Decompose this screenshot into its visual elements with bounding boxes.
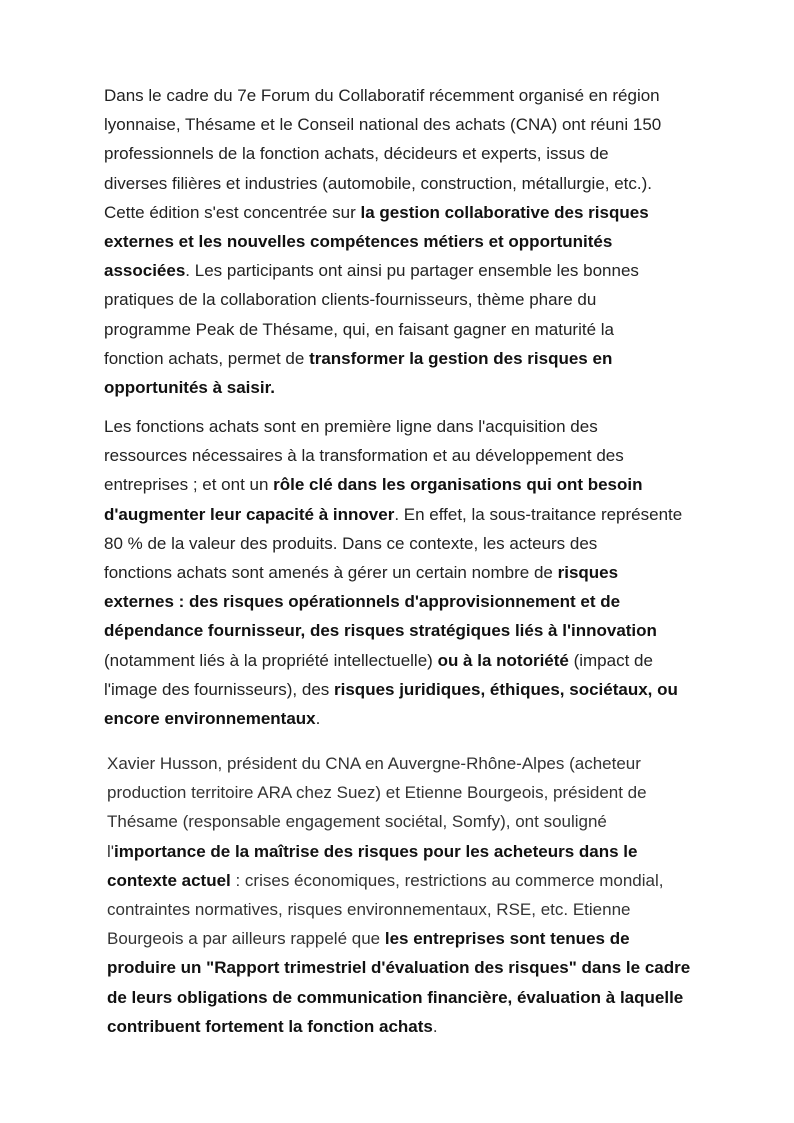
text-line [104,81,704,110]
text-segment: programme Peak de Thésame, qui, en faisant gagner en maturité la [104,319,614,339]
text-line [104,227,704,256]
text-segment: professionnels de la fonction achats, décideurs et experts, issus de [104,144,609,164]
text-segment: diverses filières et industries (automobile, construction, métallurgie, etc.). [104,173,653,193]
text-line [104,587,704,616]
paragraph-forum-intro [104,81,704,402]
bold-text: risques juridiques, éthiques, sociétaux, ou [334,679,678,699]
text-line [107,1012,707,1041]
text-line [104,646,704,675]
paragraph-purchasing-risks [104,412,704,733]
text-line [104,373,704,402]
bold-text: opportunités à saisir. [104,378,275,398]
text-line [104,169,704,198]
text-line [107,837,707,866]
text-line [104,412,704,441]
bold-text: produire un "Rapport trimestriel d'évaluation des risques" dans le cadre [107,958,691,978]
bold-text: ou à la notoriété [437,650,569,670]
text-segment: Bourgeois a par ailleurs rappelé que [107,929,385,949]
bold-text: de leurs obligations de communication financière, évaluation à laquelle [107,987,684,1007]
text-segment: entreprises ; et ont un [104,475,274,495]
text-line [104,529,704,558]
text-line [107,953,707,982]
text-line [107,895,707,924]
text-line [104,500,704,529]
bold-text: associées [104,261,186,281]
text-line [104,558,704,587]
bold-text: importance de la maîtrise des risques pour les acheteurs dans le [114,841,638,861]
text-line [104,441,704,470]
bold-text: risques [557,563,619,583]
text-segment: 80 % de la valeur des produits. Dans ce contexte, les acteurs des [104,533,598,553]
text-line [104,344,704,373]
text-line [107,749,707,778]
text-segment: (impact de [568,650,653,670]
text-segment: Cette édition s'est concentrée sur [104,202,361,222]
paragraph-husson-bourgeois [107,749,707,1041]
bold-text: dépendance fournisseur, des risques stratégiques liés à l'innovation [104,621,657,641]
bold-text: les entreprises sont tenues de [384,929,630,949]
bold-text: contexte actuel [107,870,231,890]
text-line [104,139,704,168]
bold-text: d'augmenter leur capacité à innover [104,504,395,524]
text-segment: Les fonctions achats sont en première ligne dans l'acquisition des [104,417,598,436]
text-segment: pratiques de la collaboration clients-fournisseurs, thème phare du [104,290,597,310]
text-line [104,256,704,285]
text-line [107,983,707,1012]
text-segment: fonction achats, permet de [104,348,310,368]
text-line [104,110,704,139]
text-line [104,675,704,704]
text-line [104,704,704,733]
text-line [104,315,704,344]
text-line [104,285,704,314]
bold-text: contribuent fortement la fonction achats [107,1016,433,1036]
text-segment: . Les participants ont ainsi pu partager ensemble les bonnes [185,261,639,281]
text-line [107,866,707,895]
text-segment: production territoire ARA chez Suez) et Etienne Bourgeois, président de [107,783,647,803]
bold-text: transformer la gestion des risques en [309,348,613,368]
text-segment: lyonnaise, Thésame et le Conseil national des achats (CNA) ont réuni 150 [104,115,662,135]
text-line [107,778,707,807]
text-line [104,616,704,645]
bold-text: rôle clé dans les organisations qui ont besoin [273,475,643,495]
bold-text: la gestion collaborative des risques [360,202,649,222]
text-segment: Thésame (responsable engagement sociétal, Somfy), ont souligné [107,812,607,832]
text-segment: ressources nécessaires à la transformation et au développement des [104,446,624,466]
text-segment: (notamment liés à la propriété intellectuelle) [104,650,438,670]
text-segment: . [432,1016,438,1036]
text-segment: Dans le cadre du 7e Forum du Collaboratif récemment organisé en région [104,86,660,105]
text-segment: . En effet, la sous-traitance représente [394,504,683,524]
text-segment: Xavier Husson, président du CNA en Auvergne-Rhône-Alpes (acheteur [107,754,641,773]
text-line [104,198,704,227]
bold-text: externes : des risques opérationnels d'approvisionnement et de [104,592,621,612]
bold-text: encore environnementaux [104,709,316,729]
text-line [104,470,704,499]
text-segment: fonctions achats sont amenés à gérer un certain nombre de [104,563,558,583]
text-segment: . [315,709,321,729]
text-line [107,807,707,836]
text-segment: contraintes normatives, risques environnementaux, RSE, etc. Etienne [107,900,631,920]
text-segment: l' [107,841,115,861]
text-segment: : crises économiques, restrictions au commerce mondial, [230,870,664,890]
text-segment: l'image des fournisseurs), des [104,679,335,699]
text-line [107,924,707,953]
bold-text: externes et les nouvelles compétences métiers et opportunités [104,232,613,252]
